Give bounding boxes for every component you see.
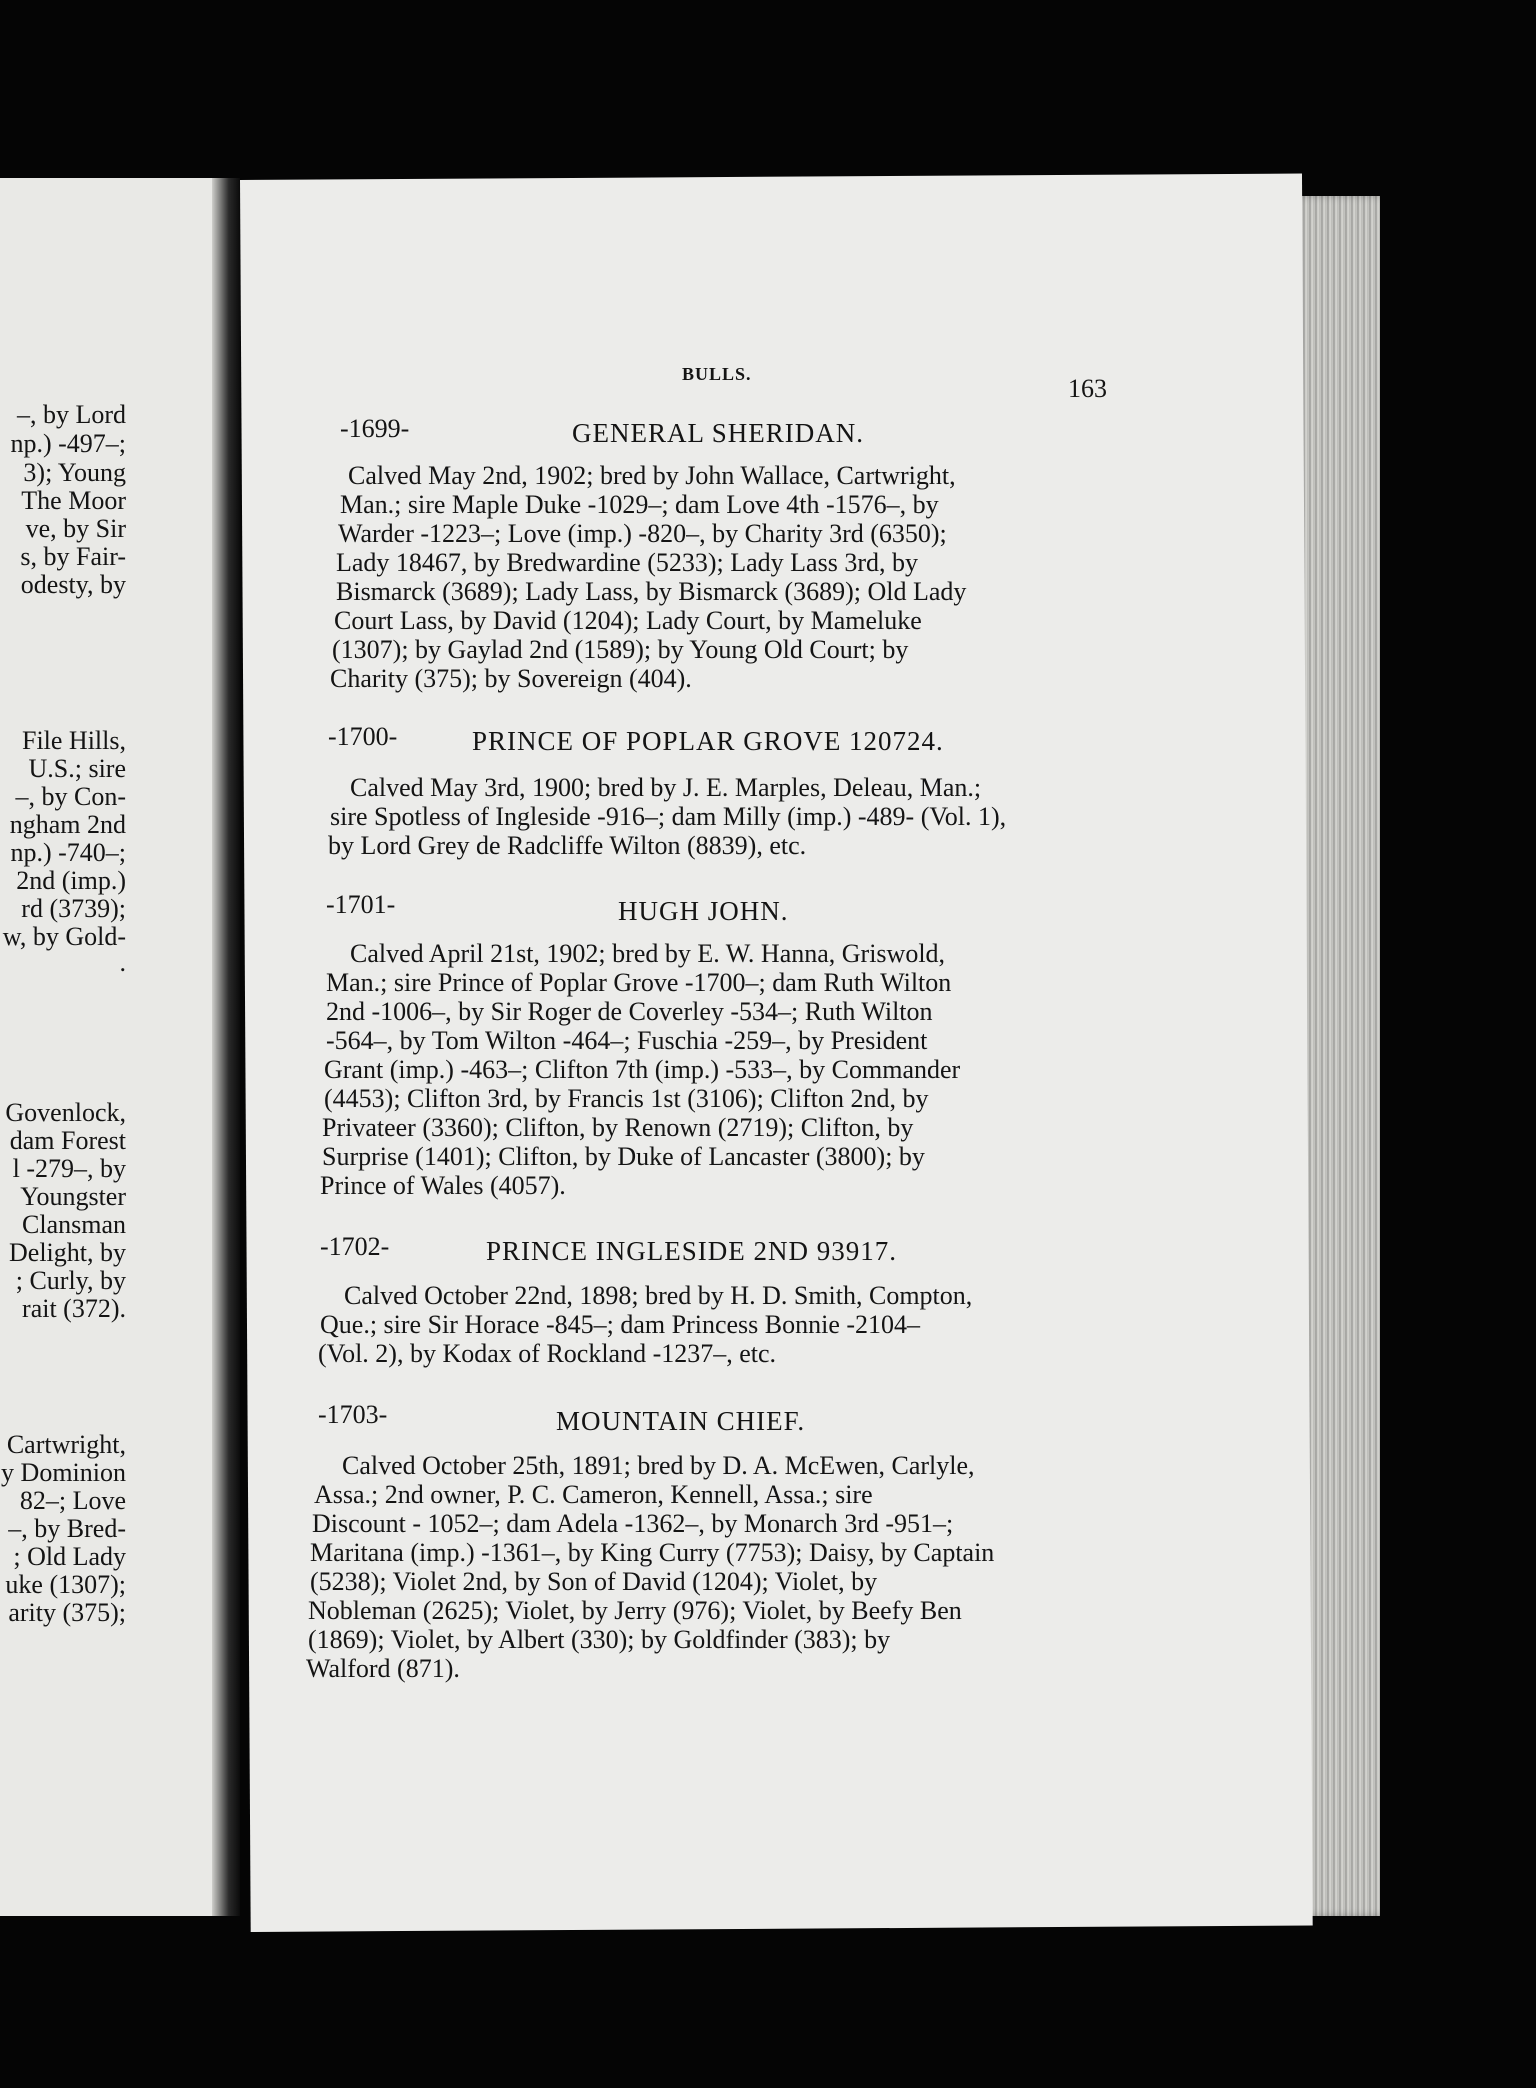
- left-page-line: rait (372).: [22, 1294, 126, 1323]
- left-page-line: rd (3739);: [21, 894, 126, 923]
- left-page-line: arity (375);: [8, 1598, 126, 1627]
- left-page: [0, 178, 220, 1916]
- left-page-line: np.) -740–;: [10, 838, 126, 867]
- left-page-line: y Dominion: [1, 1458, 126, 1487]
- entry-text-line: Walford (871).: [306, 1654, 460, 1683]
- left-page-line: The Moor: [21, 486, 126, 515]
- left-page-line: File Hills,: [21, 726, 126, 755]
- entry-text-line: Que.; sire Sir Horace -845–; dam Princess Bonnie -2104–: [320, 1310, 921, 1339]
- left-page-line: Cartwright,: [6, 1430, 126, 1459]
- entry-text-line: Charity (375); by Sovereign (404).: [330, 664, 692, 693]
- entry-text-line: Man.; sire Prince of Poplar Grove -1700–; dam Ruth Wilton: [326, 968, 952, 997]
- left-page-line: –, by Con-: [15, 782, 126, 811]
- entry-text-line: Surprise (1401); Clifton, by Duke of Lancaster (3800); by: [322, 1142, 925, 1171]
- left-page-line: Delight, by: [9, 1238, 126, 1267]
- entry-text-line: by Lord Grey de Radcliffe Wilton (8839), etc.: [328, 831, 807, 860]
- entry-text-line: -564–, by Tom Wilton -464–; Fuschia -259–, by President: [326, 1026, 928, 1055]
- left-page-line: 82–; Love: [19, 1486, 126, 1515]
- entry-text-line: Nobleman (2625); Violet, by Jerry (976); Violet, by Beefy Ben: [308, 1596, 962, 1625]
- page-number: 163: [1068, 374, 1107, 403]
- running-head: BULLS.: [682, 364, 752, 384]
- left-page-line: np.) -497–;: [10, 429, 126, 458]
- entry-text-line: (1307); by Gaylad 2nd (1589); by Young Old Court; by: [332, 635, 909, 664]
- entry-text-line: (1869); Violet, by Albert (330); by Goldfinder (383); by: [308, 1625, 891, 1654]
- left-page-line: uke (1307);: [5, 1570, 126, 1599]
- left-page-line: U.S.; sire: [28, 754, 126, 783]
- entry-title: PRINCE OF POPLAR GROVE 120724.: [472, 726, 944, 756]
- entry-text-line: Calved April 21st, 1902; bred by E. W. Hanna, Griswold,: [350, 939, 946, 968]
- left-page-line: l -279–, by: [12, 1154, 126, 1183]
- left-page-line: s, by Fair-: [20, 542, 126, 571]
- entry-text-line: Calved May 3rd, 1900; bred by J. E. Marples, Deleau, Man.;: [350, 773, 982, 802]
- left-page-line: ; Curly, by: [15, 1266, 126, 1295]
- left-page-line: 2nd (imp.): [16, 866, 126, 895]
- left-page-line: .: [119, 948, 126, 977]
- entry-number: -1699-: [340, 414, 410, 443]
- entry-text-line: Calved October 25th, 1891; bred by D. A. McEwen, Carlyle,: [342, 1451, 975, 1480]
- left-page-line: –, by Lord: [16, 400, 126, 429]
- left-page-line: ngham 2nd: [9, 810, 126, 839]
- left-page-line: 3); Young: [23, 458, 126, 487]
- entry-text-line: Calved May 2nd, 1902; bred by John Wallace, Cartwright,: [348, 461, 956, 490]
- entry-text-line: Assa.; 2nd owner, P. C. Cameron, Kennell, Assa.; sire: [314, 1480, 873, 1509]
- entry-text-line: (Vol. 2), by Kodax of Rockland -1237–, etc.: [318, 1339, 777, 1368]
- entry-text-line: (5238); Violet 2nd, by Son of David (1204); Violet, by: [310, 1567, 878, 1596]
- entry-text-line: Bismarck (3689); Lady Lass, by Bismarck (3689); Old Lady: [336, 577, 967, 606]
- left-page-line: Youngster: [20, 1182, 126, 1211]
- left-page-line: Govenlock,: [5, 1098, 126, 1127]
- left-page-line: –, by Bred-: [8, 1514, 126, 1543]
- entry-text-line: Privateer (3360); Clifton, by Renown (2719); Clifton, by: [322, 1113, 914, 1142]
- entry-number: -1703-: [318, 1400, 388, 1429]
- entry-text-line: (4453); Clifton 3rd, by Francis 1st (3106); Clifton 2nd, by: [324, 1084, 929, 1113]
- left-page-line: w, by Gold-: [2, 922, 126, 951]
- entry-number: -1700-: [328, 722, 398, 751]
- left-page-line: ve, by Sir: [25, 514, 126, 543]
- left-page-line: odesty, by: [20, 570, 126, 599]
- entry-text-line: Grant (imp.) -463–; Clifton 7th (imp.) -533–, by Commander: [324, 1055, 961, 1084]
- entry-text-line: Warder -1223–; Love (imp.) -820–, by Charity 3rd (6350);: [338, 519, 947, 548]
- entry-text-line: 2nd -1006–, by Sir Roger de Coverley -534–; Ruth Wilton: [326, 997, 933, 1026]
- entry-title: GENERAL SHERIDAN.: [572, 418, 864, 448]
- entry-text-line: Court Lass, by David (1204); Lady Court, by Mameluke: [334, 606, 922, 635]
- left-page-line: Clansman: [22, 1210, 126, 1239]
- entry-text-line: Discount - 1052–; dam Adela -1362–, by Monarch 3rd -951–;: [312, 1509, 954, 1538]
- entry-title: HUGH JOHN.: [618, 896, 789, 926]
- entry-text-line: Maritana (imp.) -1361–, by King Curry (7753); Daisy, by Captain: [310, 1538, 995, 1567]
- entry-text-line: Calved October 22nd, 1898; bred by H. D. Smith, Compton,: [344, 1281, 973, 1310]
- left-page-line: dam Forest: [9, 1126, 126, 1155]
- entry-number: -1701-: [326, 890, 396, 919]
- entry-title: MOUNTAIN CHIEF.: [556, 1406, 806, 1436]
- left-page-line: ; Old Lady: [13, 1542, 126, 1571]
- entry-text-line: Man.; sire Maple Duke -1029–; dam Love 4th -1576–, by: [340, 490, 939, 519]
- entry-number: -1702-: [320, 1232, 390, 1261]
- book-gutter: [212, 178, 240, 1916]
- entry-title: PRINCE INGLESIDE 2ND 93917.: [486, 1236, 897, 1266]
- entry-text-line: Lady 18467, by Bredwardine (5233); Lady Lass 3rd, by: [336, 548, 918, 577]
- entry-text-line: sire Spotless of Ingleside -916–; dam Milly (imp.) -489- (Vol. 1),: [330, 802, 1007, 831]
- entry-text-line: Prince of Wales (4057).: [320, 1171, 566, 1200]
